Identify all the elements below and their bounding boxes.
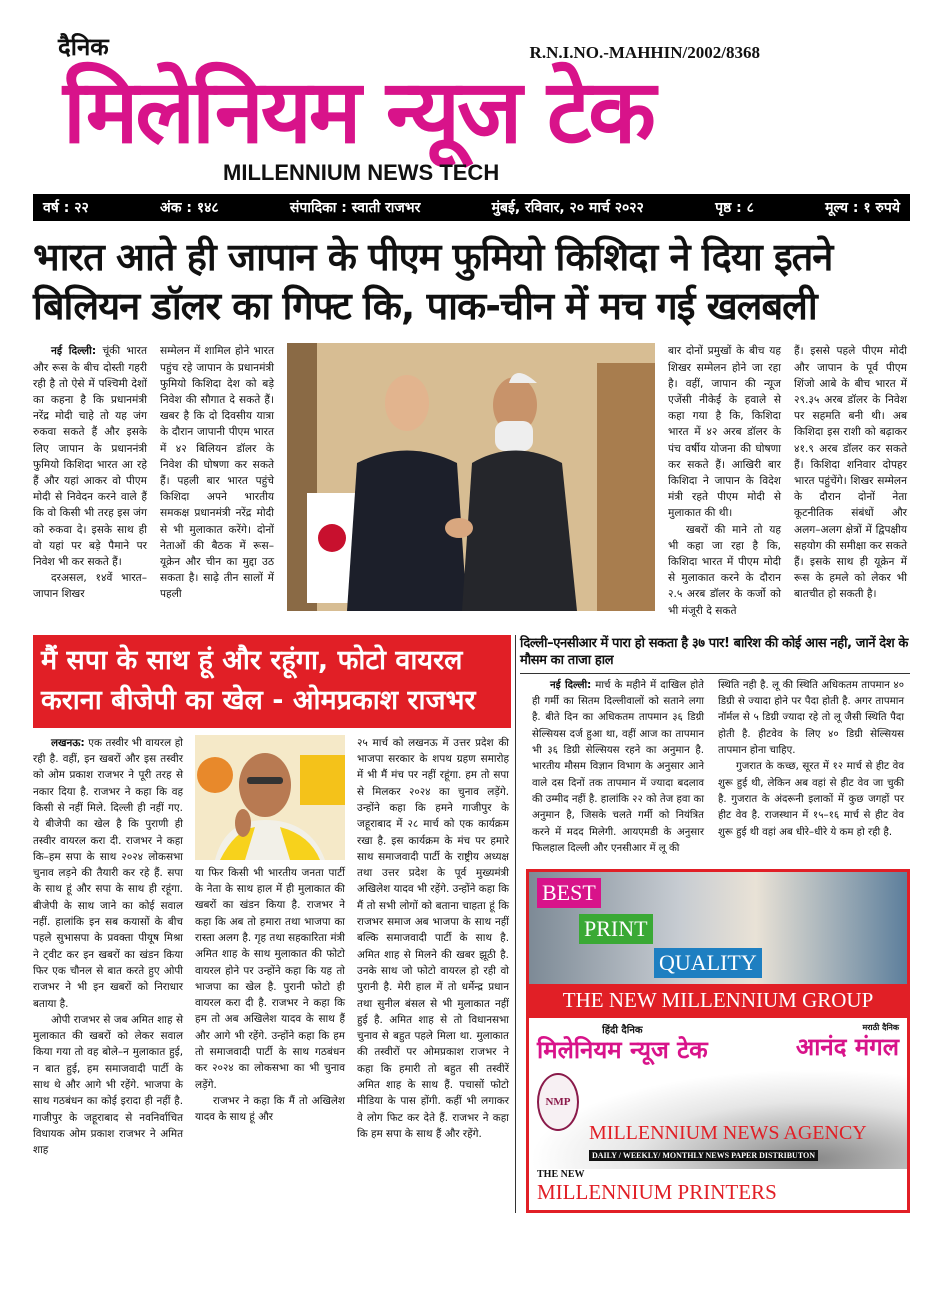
rajbhar-headline-line2: कराना बीजेपी का खेल - ओमप्रकाश राजभर xyxy=(41,685,476,717)
paragraph: या फिर किसी भी भारतीय जनता पार्टी के नेता के साथ हाल में ही मुलाकात की खबरों का खंडन किया है. राजभर ने कहा कि अब तो हमारा तथा भाजपा का रास्ता अलग है. गृह तथा सहकारिता मंत्री अमित शाह के साथ मुलाकात की फोटो वायरल होने पर उन्होंने कहा कि यह तो भाजपा का खेल है. पुरानी फोटो ही वायरल करा दी है. राजभर ने कहा कि हम तो अब अखिलेश यादव के साथ हैं और आगे भी रहेंगे. उन्होंने कहा कि हम तो समाजवादी पार्टी के साथ गठबंधन कर २०२४ का लोकसभा का भी चुनाव लड़ेंगे. xyxy=(195,866,345,1091)
paragraph: हैं। इससे पहले पीएम मोदी और जापान के पूर्व पीएम शिंजो आबे के बीच भारत में २९.३५ अरब डॉलर के निवेश पर सहमति बनी थी। अब किशिदा इस राशी को बढ़ाकर ४१.९ अरब डॉलर कर सकते हैं। किशिदा शनिवार दोपहर भारत पहुंचेंगे। शिखर सम्मेलन के दौरान दोनों नेता कूटनीतिक संबंधों और अलग–अलग क्षेत्रों में द्विपक्षीय सहयोग की समीक्षा कर सकते हैं। इसके साथ ही यूक्रेन में रूस के हमले को लेकर भी बातचीत हो सकती है। xyxy=(794,345,907,601)
page-count: पृष्ठ : ८ xyxy=(715,199,754,216)
marathi-paper-name: आनंद मंगल xyxy=(795,1032,899,1061)
lead-column-2 xyxy=(160,343,274,602)
nmp-logo: NMP xyxy=(537,1073,579,1131)
weather-column-1 xyxy=(532,678,704,857)
right-column xyxy=(520,635,910,1213)
masthead-english-title: MILLENNIUM NEWS TECH xyxy=(223,159,500,185)
paper-names xyxy=(529,1018,907,1069)
masthead-dainik: दैनिक xyxy=(58,33,109,61)
newspaper-page xyxy=(33,30,910,1213)
rajbhar-column-1 xyxy=(33,735,183,1159)
dateline: नई दिल्ली: xyxy=(51,345,97,358)
paragraph: २५ मार्च को लखनऊ में उत्तर प्रदेश की भाजपा सरकार के शपथ ग्रहण समारोह में भी मैं मंच पर नहीं रहूंगा. हम तो सपा से मिलकर २०२४ का चुनाव लड़ेंगे. उन्होंने कहा कि हमने गाजीपुर के जहूराबाद में २८ मार्च को एक कार्यक्रम रखा है. इस कार्यक्रम के मंच पर हमारे साथ समाजवादी पार्टी के राष्ट्रीय अध्यक्ष तथा उत्तर प्रदेश के पूर्व मुख्यमंत्री अखिलेश यादव भी रहेंगे. उन्होंने कहा कि मैं तो सभी लोगों को बताना चाहता हूं कि राजभर समाज अब भाजपा के साथ नहीं बल्कि समाजवादी पार्टी के साथ है. अमित शाह से मिलने की खबर झूठी है. उनके साथ जो फोटो वायरल हो रही वो पुरानी है. मेरी हाल में तो धर्मेन्द्र प्रधान तथा सुनील बंसल से भी मुलाकात नहीं हुई है. अमित शाह से तो विधानसभा चुनाव से बहुत पहले मिला था. मुलाकात की तस्वीरों पर ओमप्रकाश राजभर ने कहा कि हमारी तो बहुत सी तस्वीरें अमित शाह के साथ हैं. पचासों फोटो मीडिया के पास होंगी. कहीं भी लगाकर वे लोग फिट कर देते हैं. राजभर ने कहा कि हम सपा के साथ हैं और रहेंगे. xyxy=(357,736,509,1140)
lead-column-3 xyxy=(668,343,781,618)
dateline: लखनऊ: xyxy=(51,736,85,749)
marathi-daily-label: मराठी दैनिक xyxy=(862,1022,899,1032)
place-date: मुंबई, रविवार, २० मार्च २०२२ xyxy=(491,199,644,216)
paragraph: मार्च के महीने में दाखिल होते ही गर्मी का सितम दिल्लीवालों को सताने लगा है. बीते दिन का अधिकतम तापमान ३६ डिग्री सेल्सियस दर्ज हुआ था, वहीं आज का तापमान भी ३६ डिग्री सेल्सियस रहने का अनुमान है. भारतीय मौसम विज्ञान विभाग के अनुसार आने वाले दस दिनों तक तापमान में ज्यादा बदलाव की उम्मीद नहीं है. हालांकि २२ को तेज हवा का अनुमान है, जिसके चलते गर्मी को नियंत्रित करने में मदद मिलेगी. आयएमडी के अनुसार फिलहाल दिल्ली और एनसीआर में लू की xyxy=(532,679,704,854)
hindi-paper xyxy=(537,1022,708,1065)
printers-prefix: THE NEW xyxy=(537,1168,585,1180)
rajbhar-column-3 xyxy=(357,735,509,1142)
paragraph: दरअसल, १४वें भारत–जापान शिखर xyxy=(33,572,147,601)
masthead xyxy=(33,30,910,186)
printers-name: MILLENNIUM PRINTERS xyxy=(537,1179,777,1204)
rajbhar-headline-line1: मैं सपा के साथ हूं और रहूंगा, फोटो वायरल xyxy=(41,644,463,676)
paragraph: स्थिति नही है. लू की स्थिति अधिकतम तापमान ४० डिग्री से ज्यादा होने पर पैदा होती है. अगर तापमान नॉर्मल से ५ डिग्री ज्यादा रहे तो लू जैसी स्थिति पैदा होती है. हीटवेव के लिए ४० डिग्री सेल्सियस तापमान होना चाहिए. xyxy=(718,679,904,757)
lead-column-1 xyxy=(33,343,147,602)
agency-tagline: DAILY / WEEKLY/ MONTHLY NEWS PAPER DISTRIBUTON xyxy=(589,1150,818,1161)
paragraph: ओपी राजभर से जब अमित शाह से मुलाकात की खबरों को लेकर सवाल किया गया तो वह बोले–न मुलाकात हुई, न बात हुई, हम समाजवादी पार्टी के साथ थे और आगे भी रहेंगे. भाजपा के साथ गठबंधन का कोई इरादा ही नहीं है. गाजीपुर के जहूराबाद से नवनिर्वाचित विधायक ओम प्रकाश राजभर ने अमित शाह xyxy=(33,1013,183,1157)
weather-headline: दिल्ली–एनसीआर में पारा हो सकता है ३७ पार! बारिश की कोई आस नही, जानें देश के मौसम का ताजा हाल xyxy=(520,635,910,674)
year: वर्ष : २२ xyxy=(43,199,89,216)
hindi-paper-name: मिलेनियम न्यूज टेक xyxy=(537,1035,708,1064)
lead-story xyxy=(33,343,910,618)
rajbhar-headline xyxy=(33,635,511,728)
rni-number: R.N.I.NO.-MAHHIN/2002/8368 xyxy=(529,43,760,62)
printers-block xyxy=(529,1169,907,1210)
kishida-modi-photo xyxy=(287,343,655,611)
lead-column-4 xyxy=(794,343,907,602)
issue-info-bar xyxy=(33,194,910,221)
paragraph: बार दोनों प्रमुखों के बीच यह शिखर सम्मेलन होने जा रहा है। वहीं, जापान की न्यूज एजेंसी नीकेई के हवाले से कहा गया है कि, किशिदा भारत में ४२ अरब डॉलर के पंच वर्षीय योजना की घोषणा कर सकते हैं। आखिरी बार किशिदा ने जापान के विदेश मंत्री रहते पीएम मोदी से मुलाकात की थी। xyxy=(668,345,781,520)
price: मूल्य : १ रुपये xyxy=(825,199,900,216)
rajbhar-column-2 xyxy=(195,735,345,1126)
quality-label: QUALITY xyxy=(654,948,762,978)
paragraph: एक तस्वीर भी वायरल हो रही है. वहीं, इन खबरों और इस तस्वीर को ओम प्रकाश राजभर ने पूरी तरह से नकार दिया है. राजभर ने कहा कि वह किसी से नहीं मिले. दिल्ली ही नहीं गए. ये बीजेपी का खेल है कि पुराणी ही तस्वीर वायरल करा दी. राजभर ने कहा कि–हम सपा के साथ २०२४ लोकसभा चुनाव लड़ने की तैयारी कर रहे हैं. सपा के साथ हूं और सपा के साथ ही रहूंगा. बीजेपी के साथ जाने का कोई सवाल नहीं. हालांकि इन सब कयासों के बीच पहले सुभासपा के प्रवक्ता पीयूष मिश्रा ने ट्वीट कर इन खबरों का खंडन किया फिर एक चौनल से बात करते हुए ओपी राजभर ने भी इन खबरों को निराधार बताया है. xyxy=(33,736,183,1010)
newspapers-image xyxy=(529,1069,907,1169)
paragraph: सम्मेलन में शामिल होने भारत पहुंच रहे जापान के प्रधानमंत्री फुमियो किशिदा देश को बड़े निवेश की सौगात दे सकते हैं। खबर है कि दो दिवसीय यात्रा के दौरान जापानी पीएम भारत में ४२ बिलियन डॉलर के निवेश की घोषणा कर सकते हैं। पहली बार भारत पहुंचे किशिदा अपने भारतीय समकक्ष प्रधानमंत्री नरेंद्र मोदी से भी मुलाकात करेंगे। दोनों नेताओं की बैठक में रूस–यूक्रेन और चीन का मुद्दा उठ सकता है। साढ़े तीन सालों में पहली xyxy=(160,345,274,601)
editor: संपादिका : स्वाती राजभर xyxy=(289,199,421,216)
paragraph: चूंकी भारत और रूस के बीच दोस्ती गहरी रही है तो ऐसे में पश्चिमी देशों का कहना है कि प्रधानमंत्री नरेंद्र मोदी चाहे तो यह जंग रुकवा सकते हैं और इसके लिए जापान के प्रधाननंत्री फुमियो किशिदा भारत आ रहे हैं और यहां आकर वो पीएम मोदी से निवेदन करने वाले हैं कि वो किसी भी तरह इस जंग को रुकवा दे। इसके साथ ही वो यहां पर बड़े पैमाने पर निवेश भी कर सकते हैं। xyxy=(33,345,147,568)
column-divider xyxy=(515,635,516,1213)
best-label: BEST xyxy=(537,878,601,908)
press-image xyxy=(529,872,907,984)
paragraph: खबरों की माने तो यह भी कहा जा रहा है कि, किशिदा भारत में पीएम मोदी से मुलाकात करने के दौरान २.५ अरब डॉलर के कर्जो को भी मंजूरी दे सकते xyxy=(668,523,781,617)
lead-headline-line1: भारत आते ही जापान के पीएम फुमियो किशिदा ने दिया इतने xyxy=(33,234,833,279)
agency-block xyxy=(589,1121,899,1163)
lower-section xyxy=(33,635,910,1213)
weather-column-2 xyxy=(718,678,904,841)
masthead-title: मिलेनियम न्यूज टेक xyxy=(63,60,653,163)
group-name: THE NEW MILLENNIUM GROUP xyxy=(529,984,907,1018)
paragraph: राजभर ने कहा कि मैं तो अखिलेश यादव के साथ हूं और xyxy=(195,1094,345,1124)
agency-name: MILLENNIUM NEWS AGENCY xyxy=(589,1121,867,1144)
print-label: PRINT xyxy=(579,914,653,944)
lead-headline xyxy=(33,233,910,332)
issue-number: अंक : १४८ xyxy=(160,199,219,216)
printing-advertisement xyxy=(526,869,910,1213)
dateline: नई दिल्ली: xyxy=(550,679,592,691)
rajbhar-photo xyxy=(195,735,345,860)
paragraph: गुजरात के कच्छ, सूरत में १२ मार्च से हीट वेव शुरू हुई थी, लेकिन अब वहां से हीट वेव जा चुकी है. गुजरात के अंदरूनी इलाकों में कुछ जगहों पर हीट वेव है. राजस्थान में १५–१६ मार्च से हीट वेव शुरू हुई थी वहां अब धीरे–धीरे ये कम हो रही है. xyxy=(718,761,904,838)
rajbhar-story xyxy=(33,635,511,1159)
hindi-daily-label: हिंदी दैनिक xyxy=(602,1024,643,1036)
marathi-paper xyxy=(796,1022,899,1065)
lead-headline-line2: बिलियन डॉलर का गिफ्ट कि, पाक-चीन में मच गई खलबली xyxy=(33,283,817,328)
